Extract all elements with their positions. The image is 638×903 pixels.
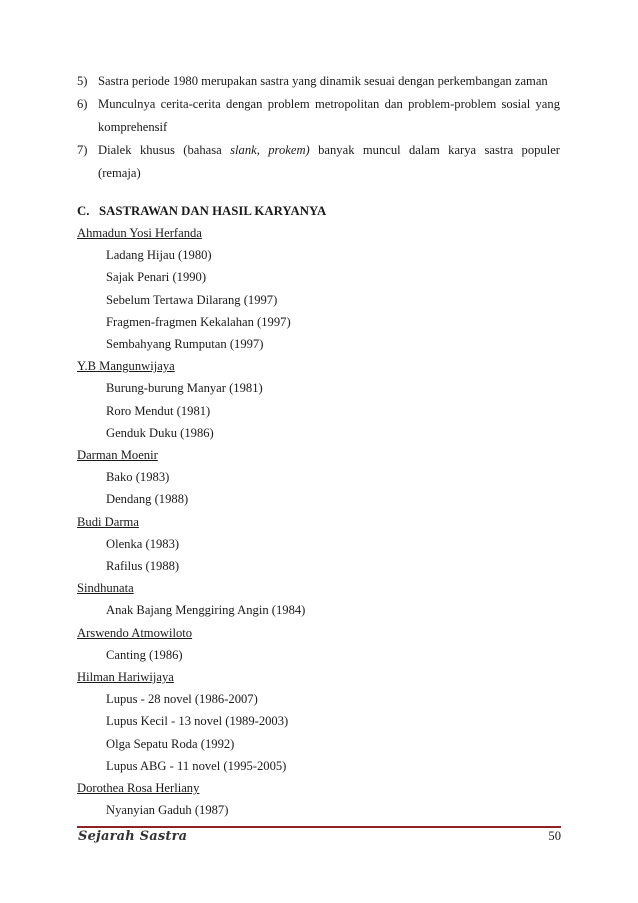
work-title: Sajak Penari (1990) xyxy=(106,270,207,285)
list-text xyxy=(98,139,560,162)
author-block xyxy=(77,355,560,444)
work-title: Olga Sepatu Roda (1992) xyxy=(106,736,235,751)
list-text: Munculnya cerita-cerita dengan problem metropolitan dan problem-problem sosial yang xyxy=(98,97,560,111)
list-item xyxy=(77,139,560,185)
author-name: Hilman Hariwijaya xyxy=(77,670,174,685)
work-title: Dendang (1988) xyxy=(106,492,189,507)
author-block xyxy=(77,622,560,666)
list-item xyxy=(77,70,560,93)
work-title: Anak Bajang Menggiring Angin (1984) xyxy=(106,603,306,618)
work-title: Lupus ABG - 11 novel (1995-2005) xyxy=(106,758,287,773)
page-number: 50 xyxy=(548,829,561,843)
author-name: Darman Moenir xyxy=(77,448,158,463)
author-block xyxy=(77,777,560,821)
work-title: Bako (1983) xyxy=(106,470,170,485)
footer-title: Sejarah Sastra xyxy=(78,829,188,844)
list-text-after-italic: banyak muncul dalam karya sastra populer xyxy=(309,143,560,157)
author-name: Ahmadun Yosi Herfanda xyxy=(77,226,202,240)
list-text-before-italic: Dialek khusus (bahasa xyxy=(98,143,231,157)
author-block xyxy=(77,444,560,511)
list-text-italic: slank, prokem) xyxy=(230,143,310,157)
work-title: Rafilus (1988) xyxy=(106,559,180,574)
list-item xyxy=(77,93,560,139)
list-text-continued: (remaja) xyxy=(98,166,141,180)
work-title: Olenka (1983) xyxy=(106,536,180,551)
author-block xyxy=(77,511,560,578)
author-block xyxy=(77,577,560,621)
work-title: Sembahyang Rumputan (1997) xyxy=(106,337,264,352)
list-text: Sastra periode 1980 merupakan sastra yang dinamik sesuai dengan perkembangan zaman xyxy=(98,74,548,88)
work-title: Roro Mendut (1981) xyxy=(106,403,211,418)
work-title: Burung-burung Manyar (1981) xyxy=(106,381,263,396)
author-name: Arswendo Atmowiloto xyxy=(77,625,193,640)
work-title: Nyanyian Gaduh (1987) xyxy=(106,803,229,818)
work-title: Lupus - 28 novel (1986-2007) xyxy=(106,692,258,707)
work-title: Genduk Duku (1986) xyxy=(106,425,214,440)
work-title: Fragmen-fragmen Kekalahan (1997) xyxy=(106,314,291,329)
author-name: Budi Darma xyxy=(77,514,139,529)
author-block xyxy=(77,222,560,355)
author-name: Y.B Mangunwijaya xyxy=(77,359,175,374)
list-number: 5) xyxy=(77,74,88,88)
footer-divider xyxy=(77,826,561,828)
list-number: 6) xyxy=(77,97,88,111)
author-name: Sindhunata xyxy=(77,581,134,596)
list-text-continued: komprehensif xyxy=(98,120,168,134)
section-heading: C. SASTRAWAN DAN HASIL KARYANYA xyxy=(77,204,327,218)
list-number: 7) xyxy=(77,143,88,157)
authors-list xyxy=(77,222,560,821)
work-title: Lupus Kecil - 13 novel (1989-2003) xyxy=(106,714,289,729)
characteristics-list xyxy=(77,70,560,185)
work-title: Canting (1986) xyxy=(106,647,183,662)
author-name: Dorothea Rosa Herliany xyxy=(77,781,200,796)
author-block xyxy=(77,666,560,777)
work-title: Sebelum Tertawa Dilarang (1997) xyxy=(106,292,278,307)
work-title: Ladang Hijau (1980) xyxy=(106,248,212,263)
